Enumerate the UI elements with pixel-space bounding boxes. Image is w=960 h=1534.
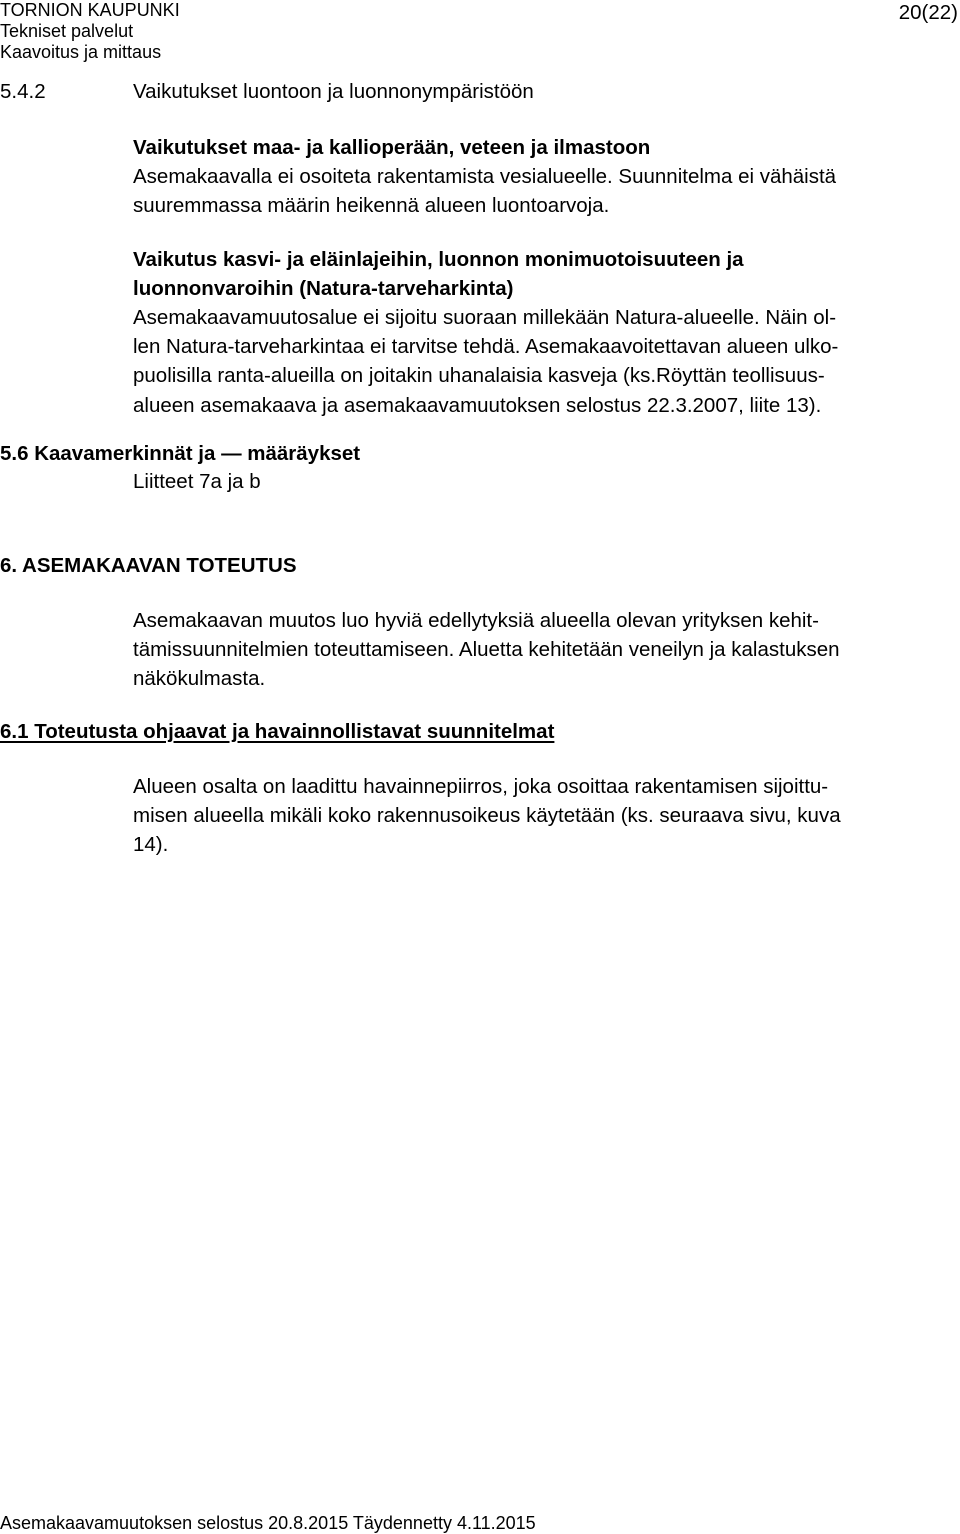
unit-name: Kaavoitus ja mittaus (0, 42, 162, 62)
section-61-paragraph (133, 772, 841, 860)
sub2-paragraph (133, 303, 838, 420)
section-6-line: näkökulmasta. (133, 667, 266, 691)
section-61-line: 14). (133, 833, 169, 857)
sub2-heading-line: luonnonvaroihin (Natura-tarveharkinta) (133, 277, 514, 301)
sub1-paragraph (133, 162, 836, 220)
department-name: Tekniset palvelut (0, 21, 134, 41)
section-56-heading: 5.6 Kaavamerkinnät ja — määräykset (0, 442, 361, 465)
section-61-line: misen alueella mikäli koko rakennusoikeus käytetään (ks. seuraava sivu, kuva (133, 804, 841, 828)
sub2-heading (133, 245, 744, 303)
section-61-line: Alueen osalta on laadittu havainnepiirros, joka osoittaa rakentamisen sijoittu- (133, 775, 829, 798)
sub2-line: Asemakaavamuutosalue ei sijoitu suoraan millekään Natura-alueelle. Näin ol- (133, 306, 837, 329)
section-542-title: Vaikutukset luontoon ja luonnonympäristöön (133, 80, 534, 103)
sub2-line: len Natura-tarveharkintaa ei tarvitse tehdä. Asemakaavoitettavan alueen ulko- (133, 335, 839, 359)
page-number: 20(22) (898, 1, 958, 24)
sub2-line: alueen asemakaava ja asemakaavamuutoksen selostus 22.3.2007, liite 13). (133, 393, 822, 417)
sub2-heading-line: Vaikutus kasvi- ja eläinlajeihin, luonnon monimuotoisuuteen ja (133, 248, 744, 271)
section-56-text: Liitteet 7a ja b (133, 470, 261, 493)
sub1-line: Asemakaavalla ei osoiteta rakentamista vesialueelle. Suunnitelma ei vähäistä (133, 165, 837, 188)
section-6-heading: 6. ASEMAKAAVAN TOTEUTUS (0, 554, 297, 577)
section-6-line: Asemakaavan muutos luo hyviä edellytyksiä alueella olevan yrityksen kehit- (133, 609, 819, 632)
section-61-heading: 6.1 Toteutusta ohjaavat ja havainnollistavat suunnitelmat (0, 720, 555, 743)
section-6-paragraph (133, 606, 840, 694)
sub1-heading: Vaikutukset maa- ja kallioperään, veteen ja ilmastoon (133, 136, 651, 159)
org-name: TORNION KAUPUNKI (0, 0, 180, 20)
footer-text: Asemakaavamuutoksen selostus 20.8.2015 Täydennetty 4.11.2015 (0, 1513, 536, 1533)
sub2-line: puolisilla ranta-alueilla on joitakin uhanalaisia kasveja (ks.Röyttän teollisuus- (133, 364, 825, 388)
sub1-line: suuremmassa määrin heikennä alueen luontoarvoja. (133, 194, 610, 218)
section-6-line: tämissuunnitelmien toteuttamiseen. Aluetta kehitetään veneilyn ja kalastuksen (133, 638, 840, 662)
section-542-number: 5.4.2 (0, 80, 46, 103)
